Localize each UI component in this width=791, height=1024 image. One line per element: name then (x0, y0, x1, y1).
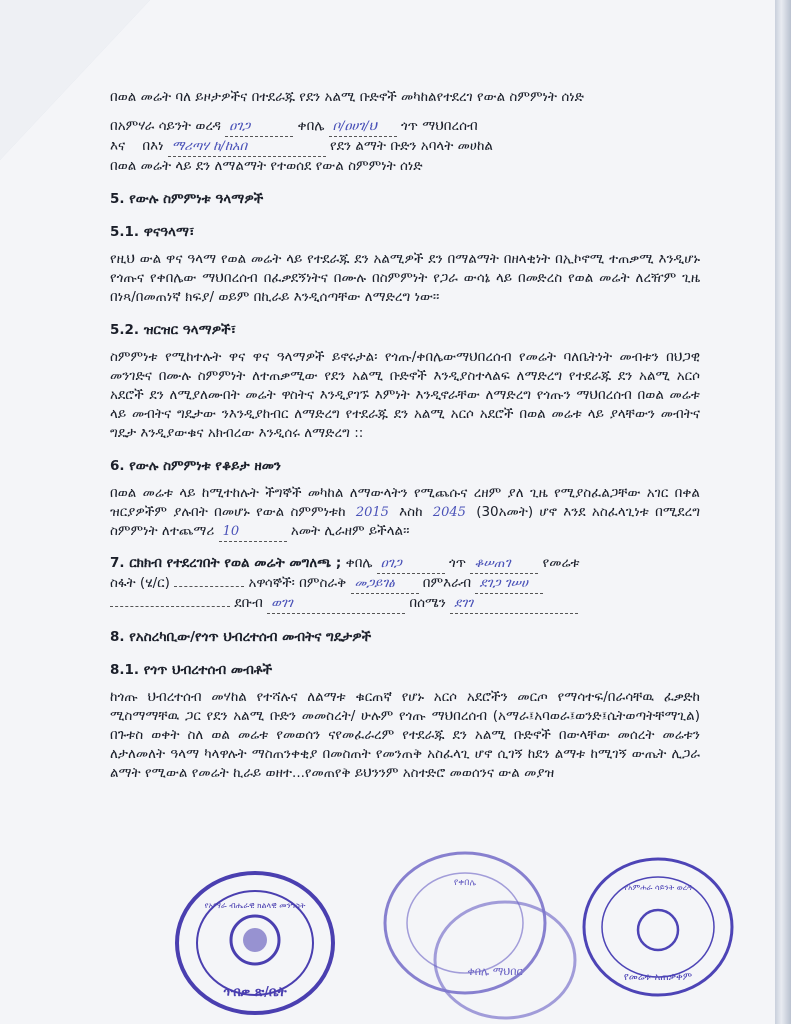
hand-s7-kebele: ዐገጋ (377, 554, 445, 574)
intro-group-label: የደን ልማት ቡድን አባላት መሀከል (330, 138, 493, 154)
section-8-1-body: ከጎጡ ህብረተሰብ መሃከል የተሻሉና ለልማቱ ቁርጠኛ የሆኑ አርሶ አደሮችን መርጦ የማሳተፍ/በራሳቸዉ ፈቃድከ ሚስማማቸዉ ጋር የደን አልሚ ቡድን መመስረት/ ሁሉም የጎጡ ማህበረሰብ (አማራ፤አባወራ፤ወንድ፤ሴትወጣትቸማጊል) በጉቱስ ወቀት ስለ ወል መሬቱ የመወሰን ናየመፈራረም የተደራጁ ደን አልሚ ቡድኖች በውላቸው መሰረት መሬቱን ለታለመለት ዓላማ ካላዋሉት ማስጠንቀቂያ በመስጠት የመንጠቅ አስፈላጊ ሆኖ ሲገኝ ከደን ልማቱ ከሚገኝ ውጤት ሊጋራ ልማት የሚውል የመሬት ኪራይ ወዘተ...የመጠየቅ ይህንንም አስተድሮ መወሰንና ውል መያዝ (110, 689, 700, 781)
intro-region-label: በአምሃራ ሳይንት ወረዳ (110, 118, 221, 134)
document-body (110, 88, 700, 783)
stamp-right-top-text: የአምሐራ ሳይንት ወረዳ (624, 883, 692, 892)
document-title: በወል መሬት ባለ ይዞታዎችና በተደራጁ የደን አልሚ ቡድኖች መካከልየተደረገ የውል ስምምነት ሰነድ (110, 89, 584, 105)
section-5-2-heading: 5.2. ዝርዝር ዓላማዎች፣ (110, 322, 237, 338)
section-6-text-c: አመት ሊራዘም ይችላል፡፡ (290, 523, 410, 539)
section-6-text-a: በወል መሬቱ ላይ ከሚተከሉት ችግኞች መካከል ለማውላትን የሚጨሱና ረዘም ያለ ጊዜ የሚያስፈልጋቸው አገር በቀል ዝርያዎችም ያሉበት በመሆኑ የውል ስምምነቱከ (110, 485, 700, 520)
section-7-line-2 (110, 574, 700, 594)
stamp-left-name: ጥበቃ ጽ/ቤት (223, 985, 287, 1000)
section-5-2-body: ስምምነቱ የሚከተሉት ዋና ዋና ዓላማዎች ይኖሩታል፡ የጎጡ/ቀበሌውማህበረሰብ የመሬት ባለቤትነት መብቱን በህጋዊ መንገድና በሙሉ ስምምነት ለተጠቃሚው የደን አልሚ ቡድኖች እንዲያስተላልፍ ለማድረግ የተደራጁ ደን አልሚ አርሶ አደሮች ደን ለሚያለሙበት መሬት ዋስትና እንዲያገኙ እምነት እንዲኖራቸው ለማድረግ የጎጡን ማህበረሰብ በወል መሬቱ ላይ መብትና ግዴታው ንእንዲያከብር ለማድረግ የተደራጁ ደን አልሚ አርሶ አደሮች በወል መሬቱ ላይ ያላቸውን መብትና ግዴታ እንዲያውቁና አክብረው እንዲሰሩ ለማድረግ :: (110, 349, 700, 441)
section-7-line-1 (110, 554, 700, 574)
stamp-left-top-text: የአማራ ብሔራዊ ክልላዊ መንግስት (204, 901, 306, 910)
section-8-heading: 8. የአስረካቢው/የጎጥ ህብረተሰብ መብትና ግዴታዎች (110, 629, 372, 645)
hand-s7-west: ደገጋ ገሠሀ (475, 574, 543, 594)
hand-year-to: 2045 (432, 505, 466, 520)
stamp-right-name: የመሬቱ አጠቃቀም (623, 972, 693, 983)
section-6-until: እስከ (399, 504, 423, 520)
hand-extra-years: 10 (219, 522, 287, 542)
hand-s7-east: መጋይገፅ (351, 574, 419, 594)
intro-and-label: እና (110, 138, 126, 154)
section-5-1-body: የዚህ ውል ዋና ዓላማ የወል መሬት ላይ የተደራጁ ደን አልሚዎች ደን በማልማት በዘላቂነት በኢኮኖሚ ተጠቃሚ እንዲሆኑ የጎጡና የቀበሌው ማህበረሰብ በፈቃደኝነትና በሙሉ በስምምነት የጋራ ውሳኔ ላይ በመድረስ የወል መሬት ለረዥም ጊዜ በነጻ/በመጠነኛ ክፍያ/ ወይም በኪራይ እንዲሰጣቸው ለማድረግ ነው፡፡ (110, 251, 700, 305)
hand-year-from: 2015 (355, 505, 389, 520)
section-6-text-b: (30አመት) ሆኖ እንደ አስፈላጊነቱ በሚደረግ ስምምነት ለተጨማሪ (110, 504, 701, 539)
hand-s7-south: ወገገ (267, 594, 405, 614)
section-5-1-heading: 5.1. ዋናዓላማ፣ (110, 224, 195, 240)
intro-kebele-label: ቀበሌ (297, 118, 325, 134)
stamp-right-inner-ring (602, 877, 714, 977)
intro-line-2 (110, 137, 700, 157)
stamp-left-emblem-center (243, 928, 267, 952)
section-6-body (110, 484, 700, 542)
hand-woreda: ዐገጋ (225, 117, 293, 137)
stamp-middle-top-text: የቀበሌ (453, 878, 477, 888)
section-7-north-label: በሰሜን (409, 595, 446, 611)
hand-s7-got: ቆሠጠገ (470, 554, 538, 574)
intro-community-label: ጎጥ ማህበረሰብ (400, 118, 478, 134)
intro-line-1 (110, 117, 700, 137)
stamp-left (170, 868, 340, 1018)
section-7-neighbors-label: አዋሳኞች፡ በምስራቅ (248, 575, 347, 591)
section-7-got-label: ጎጥ (449, 555, 467, 571)
area-blank (174, 586, 244, 587)
hand-group-leader: ማሪጣሃ ከ/ከአበ (168, 137, 326, 157)
section-7-area-label: ስፋት (ሄ/ር) (110, 575, 170, 591)
section-7-line-3 (110, 594, 700, 614)
stamp-middle-inner-ring (407, 873, 523, 973)
section-7-place-label: የመሬቱ (542, 555, 580, 571)
section-7-heading: 7. ርክክብ የተደረገበት የወል መሬት መግለጫ ; (110, 555, 342, 571)
intro-in-label: በእነ (142, 138, 164, 154)
section-7-west-label: በምእራብ (422, 575, 472, 591)
intro-line-3: በወል መሬት ላይ ደን ለማልማት የተወሰደ የውል ስምምነት ሰነድ (110, 158, 423, 174)
section-7-kebele-label: ቀበሌ (345, 555, 373, 571)
hand-kebele: ቦ/ዐሀገ/ህ (329, 117, 397, 137)
stamp-right (578, 852, 738, 1002)
page-edge (775, 0, 791, 1024)
stamp-middle-name: ቀበሌ ማህበር (467, 965, 523, 978)
section-8-1-heading: 8.1. የጎጥ ህብረተሰብ መብቶች (110, 662, 273, 678)
section-5-heading: 5. የውሉ ስምምነቱ ዓላማዎች (110, 191, 264, 207)
section-6-heading: 6. የውሉ ስምምነቱ የቆይታ ዘመን (110, 458, 281, 474)
hand-s7-north: ደገገ (450, 594, 578, 614)
stamp-middle (370, 845, 580, 1020)
section-7-south-label: ደቡብ (234, 595, 263, 611)
south-blank (110, 606, 230, 607)
stamp-right-emblem (638, 910, 678, 950)
